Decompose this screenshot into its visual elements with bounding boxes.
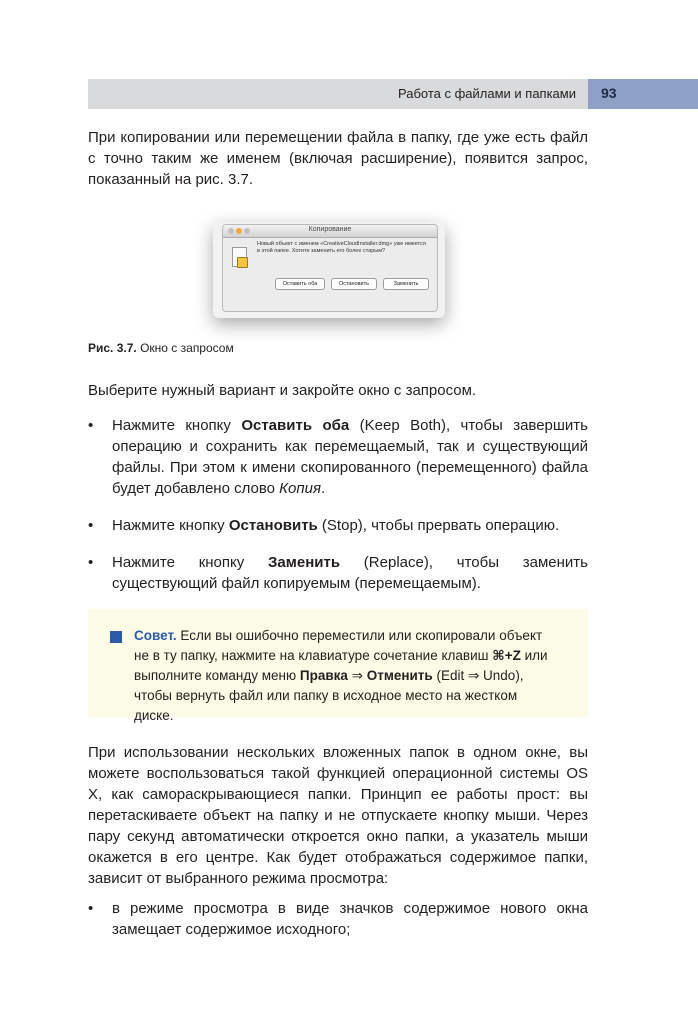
options-list xyxy=(88,415,588,610)
figure-caption xyxy=(88,341,234,355)
tip-label: Совет. xyxy=(134,628,177,643)
view-modes-list xyxy=(88,898,588,956)
caption-text: Окно с запросом xyxy=(136,341,234,355)
list-item: • Нажмите кнопку Остановить (Stop), чтобы прервать операцию. xyxy=(88,515,588,536)
replace-button: Заменить xyxy=(383,278,429,290)
tip-square-icon xyxy=(110,631,122,643)
body-paragraph-2: При использовании нескольких вложенных папок в одном окне, вы можете воспользоваться такой функцией операционной системы OS X, как самораскрывающиеся папки. Принцип ее работы прост: вы перетаскиваете объект на папку и не отпускаете кнопку мыши. Через пару секунд автоматически откроется окно папки, а указатель мыши окажется в его центре. Как будет отображаться содержимое папки, зависит от выбранного режима просмотра: xyxy=(88,744,588,887)
caption-label: Рис. 3.7. xyxy=(88,341,137,355)
stop-button: Остановить xyxy=(331,278,377,290)
page-number-box xyxy=(588,79,698,109)
running-header xyxy=(88,79,588,109)
tip-box xyxy=(88,609,588,723)
list-item: • Нажмите кнопку Оставить оба (Keep Both), чтобы завершить операцию и сохранить как перемещаемый, так и существующий файлы. При этом к имени скопированного (перемещенного) файла будет добавлено слово Копия. xyxy=(88,415,588,499)
dialog-title: Копирование xyxy=(308,226,352,233)
list-item: • Нажмите кнопку Заменить (Replace), чтобы заменить существующий файл копируемым (перемещаемым). xyxy=(88,552,588,594)
running-header-title: Работа с файлами и папками xyxy=(397,86,576,101)
page-number: 93 xyxy=(601,85,617,101)
keep-both-button: Оставить оба xyxy=(275,278,325,290)
replace-dialog-figure xyxy=(222,224,438,312)
dialog-message: Новый объект с именем «CreativeCloudInstaller.dmg» уже имеется в этой папке. Хотите заменить его более старым? xyxy=(257,241,426,254)
intro-paragraph: При копировании или перемещении файла в папку, где уже есть файл с точно таким же именем (включая расширение), появится запрос, показанный на рис. 3.7. xyxy=(88,129,588,188)
warning-badge-icon xyxy=(237,257,248,268)
tip-text: Совет. Если вы ошибочно переместили или скопировали объект не в ту папку, нажмите на клавиатуре сочетание клавиш ⌘+Z или выполните команду меню Правка ⇒ Отменить (Edit ⇒ Undo), чтобы вернуть файл или папку в исходное место на жестком диске. xyxy=(134,628,548,723)
choose-paragraph: Выберите нужный вариант и закройте окно с запросом. xyxy=(88,382,477,399)
dialog-titlebar xyxy=(223,225,437,238)
list-item: • в режиме просмотра в виде значков содержимое нового окна замещает содержимое исходного; xyxy=(88,898,588,940)
